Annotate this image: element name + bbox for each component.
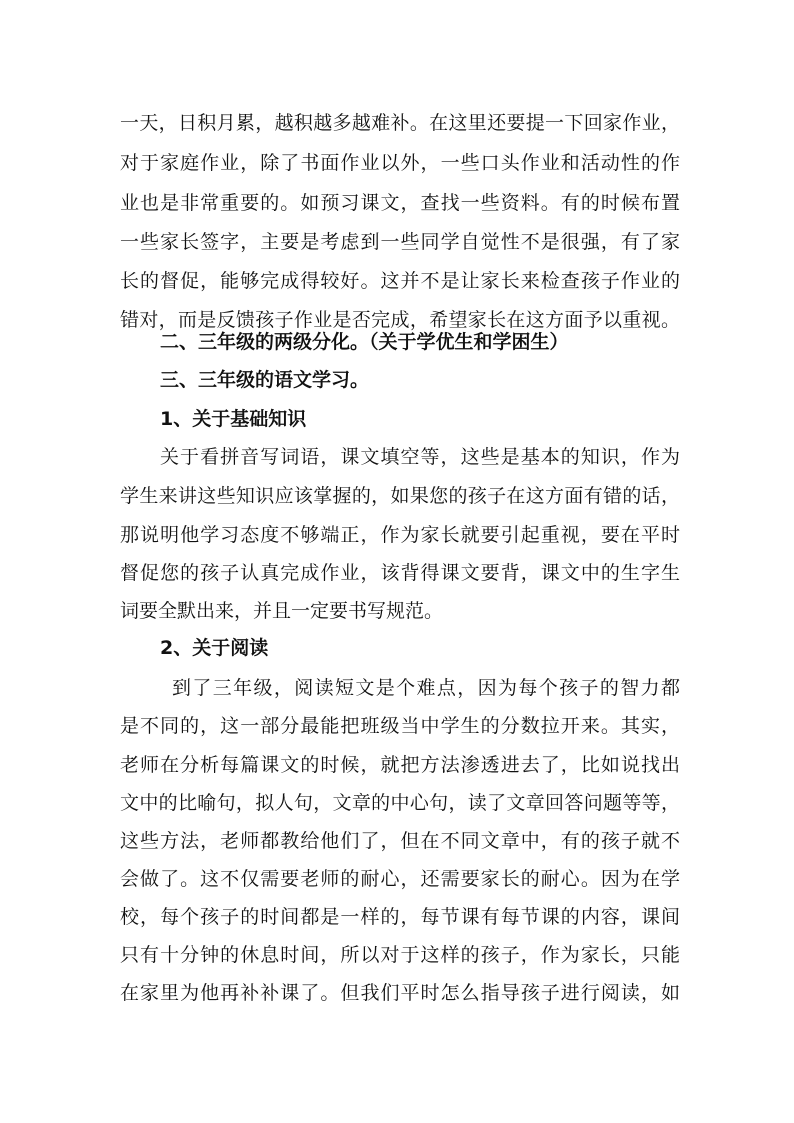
paragraph-1-line-4: 一些家长签字，主要是考虑到一些同学自觉性不是很强，有了家 xyxy=(120,231,680,253)
paragraph-3-line-9: 在家里为他再补补课了。但我们平时怎么指导孩子进行阅读，如 xyxy=(120,982,680,1004)
paragraph-2-line-3: 那说明他学习态度不够端正，作为家长就要引起重视，要在平时 xyxy=(120,524,680,546)
paragraph-3-line-7: 校，每个孩子的时间都是一样的，每节课有每节课的内容，课间 xyxy=(120,906,680,928)
paragraph-3-line-2: 是不同的，这一部分最能把班级当中学生的分数拉开来。其实， xyxy=(120,715,680,737)
paragraph-2-line-5: 词要全默出来，并且一定要书写规范。 xyxy=(120,600,444,622)
section-heading-3: 三、三年级的语文学习。 xyxy=(160,369,370,391)
section-heading-2: 二、三年级的两级分化。（关于学优生和学困生） xyxy=(160,331,569,353)
paragraph-1-line-3: 业也是非常重要的。如预习课文，查找一些资料。有的时候布置 xyxy=(120,192,680,214)
paragraph-1-line-6: 错对，而是反馈孩子作业是否完成，希望家长在这方面予以重视。 xyxy=(120,309,680,331)
paragraph-3-line-8: 只有十分钟的休息时间，所以对于这样的孩子，作为家长，只能 xyxy=(120,944,680,966)
paragraph-3-line-1: 到了三年级，阅读短文是个难点，因为每个孩子的智力都 xyxy=(172,677,680,699)
paragraph-2-line-4: 督促您的孩子认真完成作业，该背得课文要背，课文中的生字生 xyxy=(120,562,680,584)
paragraph-3-line-3: 老师在分析每篇课文的时候，就把方法渗透进去了，比如说找出 xyxy=(120,754,680,776)
subsection-heading-basic-knowledge: 1、关于基础知识 xyxy=(160,408,307,430)
subsection-heading-reading: 2、关于阅读 xyxy=(160,637,269,659)
paragraph-2-line-1: 关于看拼音写词语，课文填空等，这些是基本的知识，作为 xyxy=(160,446,680,468)
paragraph-1-line-1: 一天，日积月累，越积越多越难补。在这里还要提一下回家作业， xyxy=(120,112,680,134)
paragraph-1-line-2: 对于家庭作业，除了书面作业以外，一些口头作业和活动性的作 xyxy=(120,152,680,174)
paragraph-3-line-5: 这些方法，老师都教给他们了，但在不同文章中，有的孩子就不 xyxy=(120,830,680,852)
paragraph-3-line-6: 会做了。这不仅需要老师的耐心，还需要家长的耐心。因为在学 xyxy=(120,868,680,890)
paragraph-1-line-5: 长的督促，能够完成得较好。这并不是让家长来检查孩子作业的 xyxy=(120,270,680,292)
paragraph-2-line-2: 学生来讲这些知识应该掌握的，如果您的孩子在这方面有错的话， xyxy=(120,485,680,507)
paragraph-3-line-4: 文中的比喻句，拟人句，文章的中心句，读了文章回答问题等等， xyxy=(120,792,680,814)
